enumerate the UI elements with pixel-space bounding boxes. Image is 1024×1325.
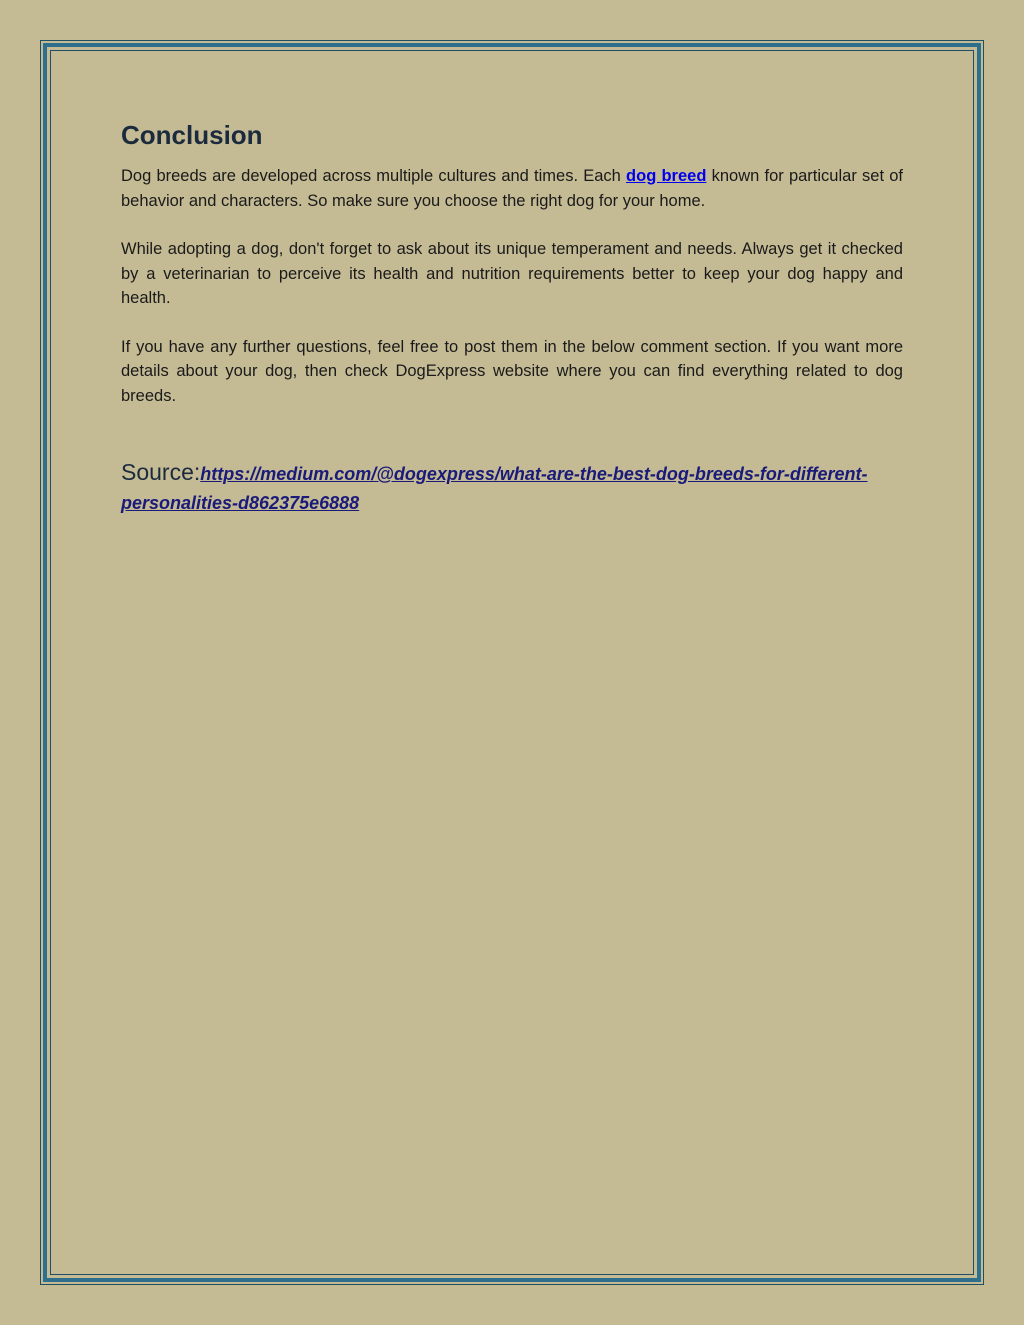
paragraph-2: While adopting a dog, don't forget to ask about its unique temperament and needs. Always get it checked by a veterinarian to perceive its health and nutrition requirements better to keep your dog happy and health. — [121, 240, 903, 307]
dog-breed-link[interactable]: dog breed — [626, 167, 707, 185]
paragraph-3: If you have any further questions, feel free to post them in the below comment section. If you want more details about your dog, then check DogExpress website where you can find everything related to dog breeds. — [121, 337, 903, 405]
section-heading: Conclusion — [121, 120, 263, 150]
source-url-link[interactable]: https://medium.com/@dogexpress/what-are-the-best-dog-breeds-for-different-personalities-d862375e6888 — [121, 464, 868, 513]
paragraph-1-text-start: Dog breeds are developed across multiple cultures and times. Each — [121, 167, 627, 185]
source-label: Source: — [121, 459, 201, 485]
document-content — [121, 118, 903, 518]
source-line — [121, 458, 903, 518]
paragraph-1 — [121, 164, 903, 213]
paragraph-1-text-end: known for particular set of behavior and characters. So make sure you choose the right dog for your home. — [121, 167, 903, 210]
